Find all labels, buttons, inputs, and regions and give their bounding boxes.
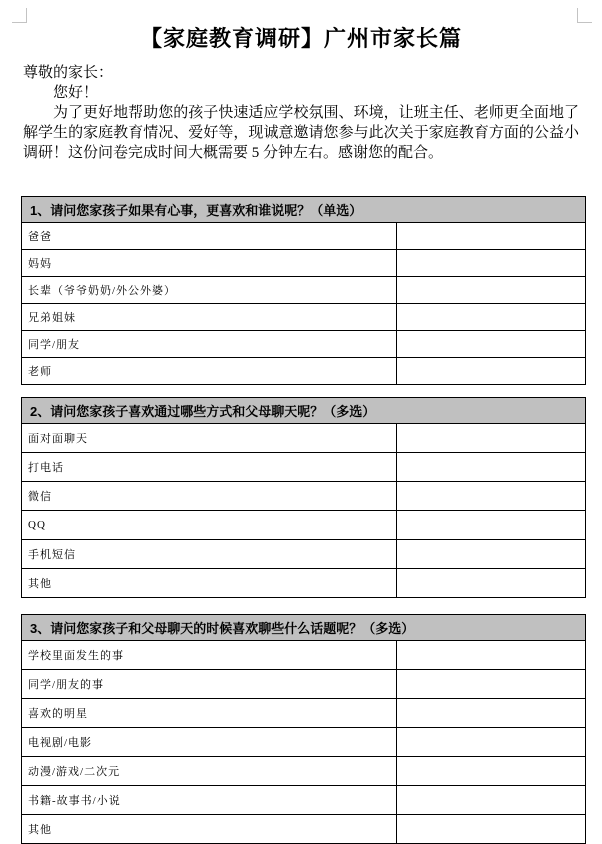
answer-cell[interactable] <box>397 358 586 385</box>
question-2-header-row <box>22 398 586 424</box>
q2-option-row-1 <box>22 424 586 453</box>
option-label: 喜欢的明星 <box>22 699 397 728</box>
q1-option-row-1 <box>22 223 586 250</box>
option-label: 同学/朋友的事 <box>22 670 397 699</box>
answer-cell[interactable] <box>397 511 586 540</box>
answer-cell[interactable] <box>397 304 586 331</box>
page-title: 【家庭教育调研】广州市家长篇 <box>139 26 462 51</box>
q3-option-row-5 <box>22 757 586 786</box>
option-label: 其他 <box>22 815 397 844</box>
q1-option-row-3 <box>22 277 586 304</box>
q1-option-row-2 <box>22 250 586 277</box>
q2-option-row-6 <box>22 569 586 598</box>
q3-option-row-6 <box>22 786 586 815</box>
question-1-title: 1、请问您家孩子如果有心事，更喜欢和谁说呢？（单选） <box>22 197 586 223</box>
option-label: 面对面聊天 <box>22 424 397 453</box>
intro-salutation: 尊敬的家长： <box>23 65 114 81</box>
question-2-table <box>21 397 586 598</box>
option-label: 手机短信 <box>22 540 397 569</box>
question-3-title: 3、请问您家孩子和父母聊天的时候喜欢聊些什么话题呢？（多选） <box>22 615 586 641</box>
option-label: 兄弟姐妹 <box>22 304 397 331</box>
q2-option-row-4 <box>22 511 586 540</box>
answer-cell[interactable] <box>397 250 586 277</box>
answer-cell[interactable] <box>397 453 586 482</box>
answer-cell[interactable] <box>397 728 586 757</box>
q2-option-row-2 <box>22 453 586 482</box>
q2-option-row-5 <box>22 540 586 569</box>
option-label: 同学/朋友 <box>22 331 397 358</box>
answer-cell[interactable] <box>397 482 586 511</box>
answer-cell[interactable] <box>397 331 586 358</box>
q1-option-row-4 <box>22 304 586 331</box>
answer-cell[interactable] <box>397 540 586 569</box>
q3-option-row-7 <box>22 815 586 844</box>
q1-option-row-6 <box>22 358 586 385</box>
option-label: 妈妈 <box>22 250 397 277</box>
question-2-title: 2、请问您家孩子喜欢通过哪些方式和父母聊天呢？（多选） <box>22 398 586 424</box>
answer-cell[interactable] <box>397 786 586 815</box>
option-label: 动漫/游戏/二次元 <box>22 757 397 786</box>
option-label: 微信 <box>22 482 397 511</box>
option-label: 其他 <box>22 569 397 598</box>
intro-paragraph <box>23 63 579 163</box>
question-3-table <box>21 614 586 844</box>
option-label: 书籍-故事书/小说 <box>22 786 397 815</box>
answer-cell[interactable] <box>397 641 586 670</box>
option-label: QQ <box>22 511 397 540</box>
answer-cell[interactable] <box>397 277 586 304</box>
option-label: 爸爸 <box>22 223 397 250</box>
answer-cell[interactable] <box>397 699 586 728</box>
answer-cell[interactable] <box>397 569 586 598</box>
q3-option-row-3 <box>22 699 586 728</box>
answer-cell[interactable] <box>397 670 586 699</box>
intro-greeting: 您好！ <box>53 85 99 101</box>
q2-option-row-3 <box>22 482 586 511</box>
q1-option-row-5 <box>22 331 586 358</box>
page-margin-crop-mark-top-right <box>577 8 592 23</box>
page-margin-crop-mark-top-left <box>12 8 27 23</box>
answer-cell[interactable] <box>397 757 586 786</box>
question-3-header-row <box>22 615 586 641</box>
q3-option-row-4 <box>22 728 586 757</box>
intro-body: 为了更好地帮助您的孩子快速适应学校氛围、环境，让班主任、老师更全面地了解学生的家庭教育情况、爱好等，现诚意邀请您参与此次关于家庭教育方面的公益小调研！这份问卷完成时间大概需要 5 分钟左右。感谢您的配合。 <box>23 105 579 161</box>
q3-option-row-2 <box>22 670 586 699</box>
option-label: 老师 <box>22 358 397 385</box>
question-1-header-row <box>22 197 586 223</box>
option-label: 学校里面发生的事 <box>22 641 397 670</box>
answer-cell[interactable] <box>397 223 586 250</box>
q3-option-row-1 <box>22 641 586 670</box>
option-label: 电视剧/电影 <box>22 728 397 757</box>
question-1-table <box>21 196 586 385</box>
answer-cell[interactable] <box>397 815 586 844</box>
option-label: 长辈（爷爷奶奶/外公外婆） <box>22 277 397 304</box>
option-label: 打电话 <box>22 453 397 482</box>
answer-cell[interactable] <box>397 424 586 453</box>
